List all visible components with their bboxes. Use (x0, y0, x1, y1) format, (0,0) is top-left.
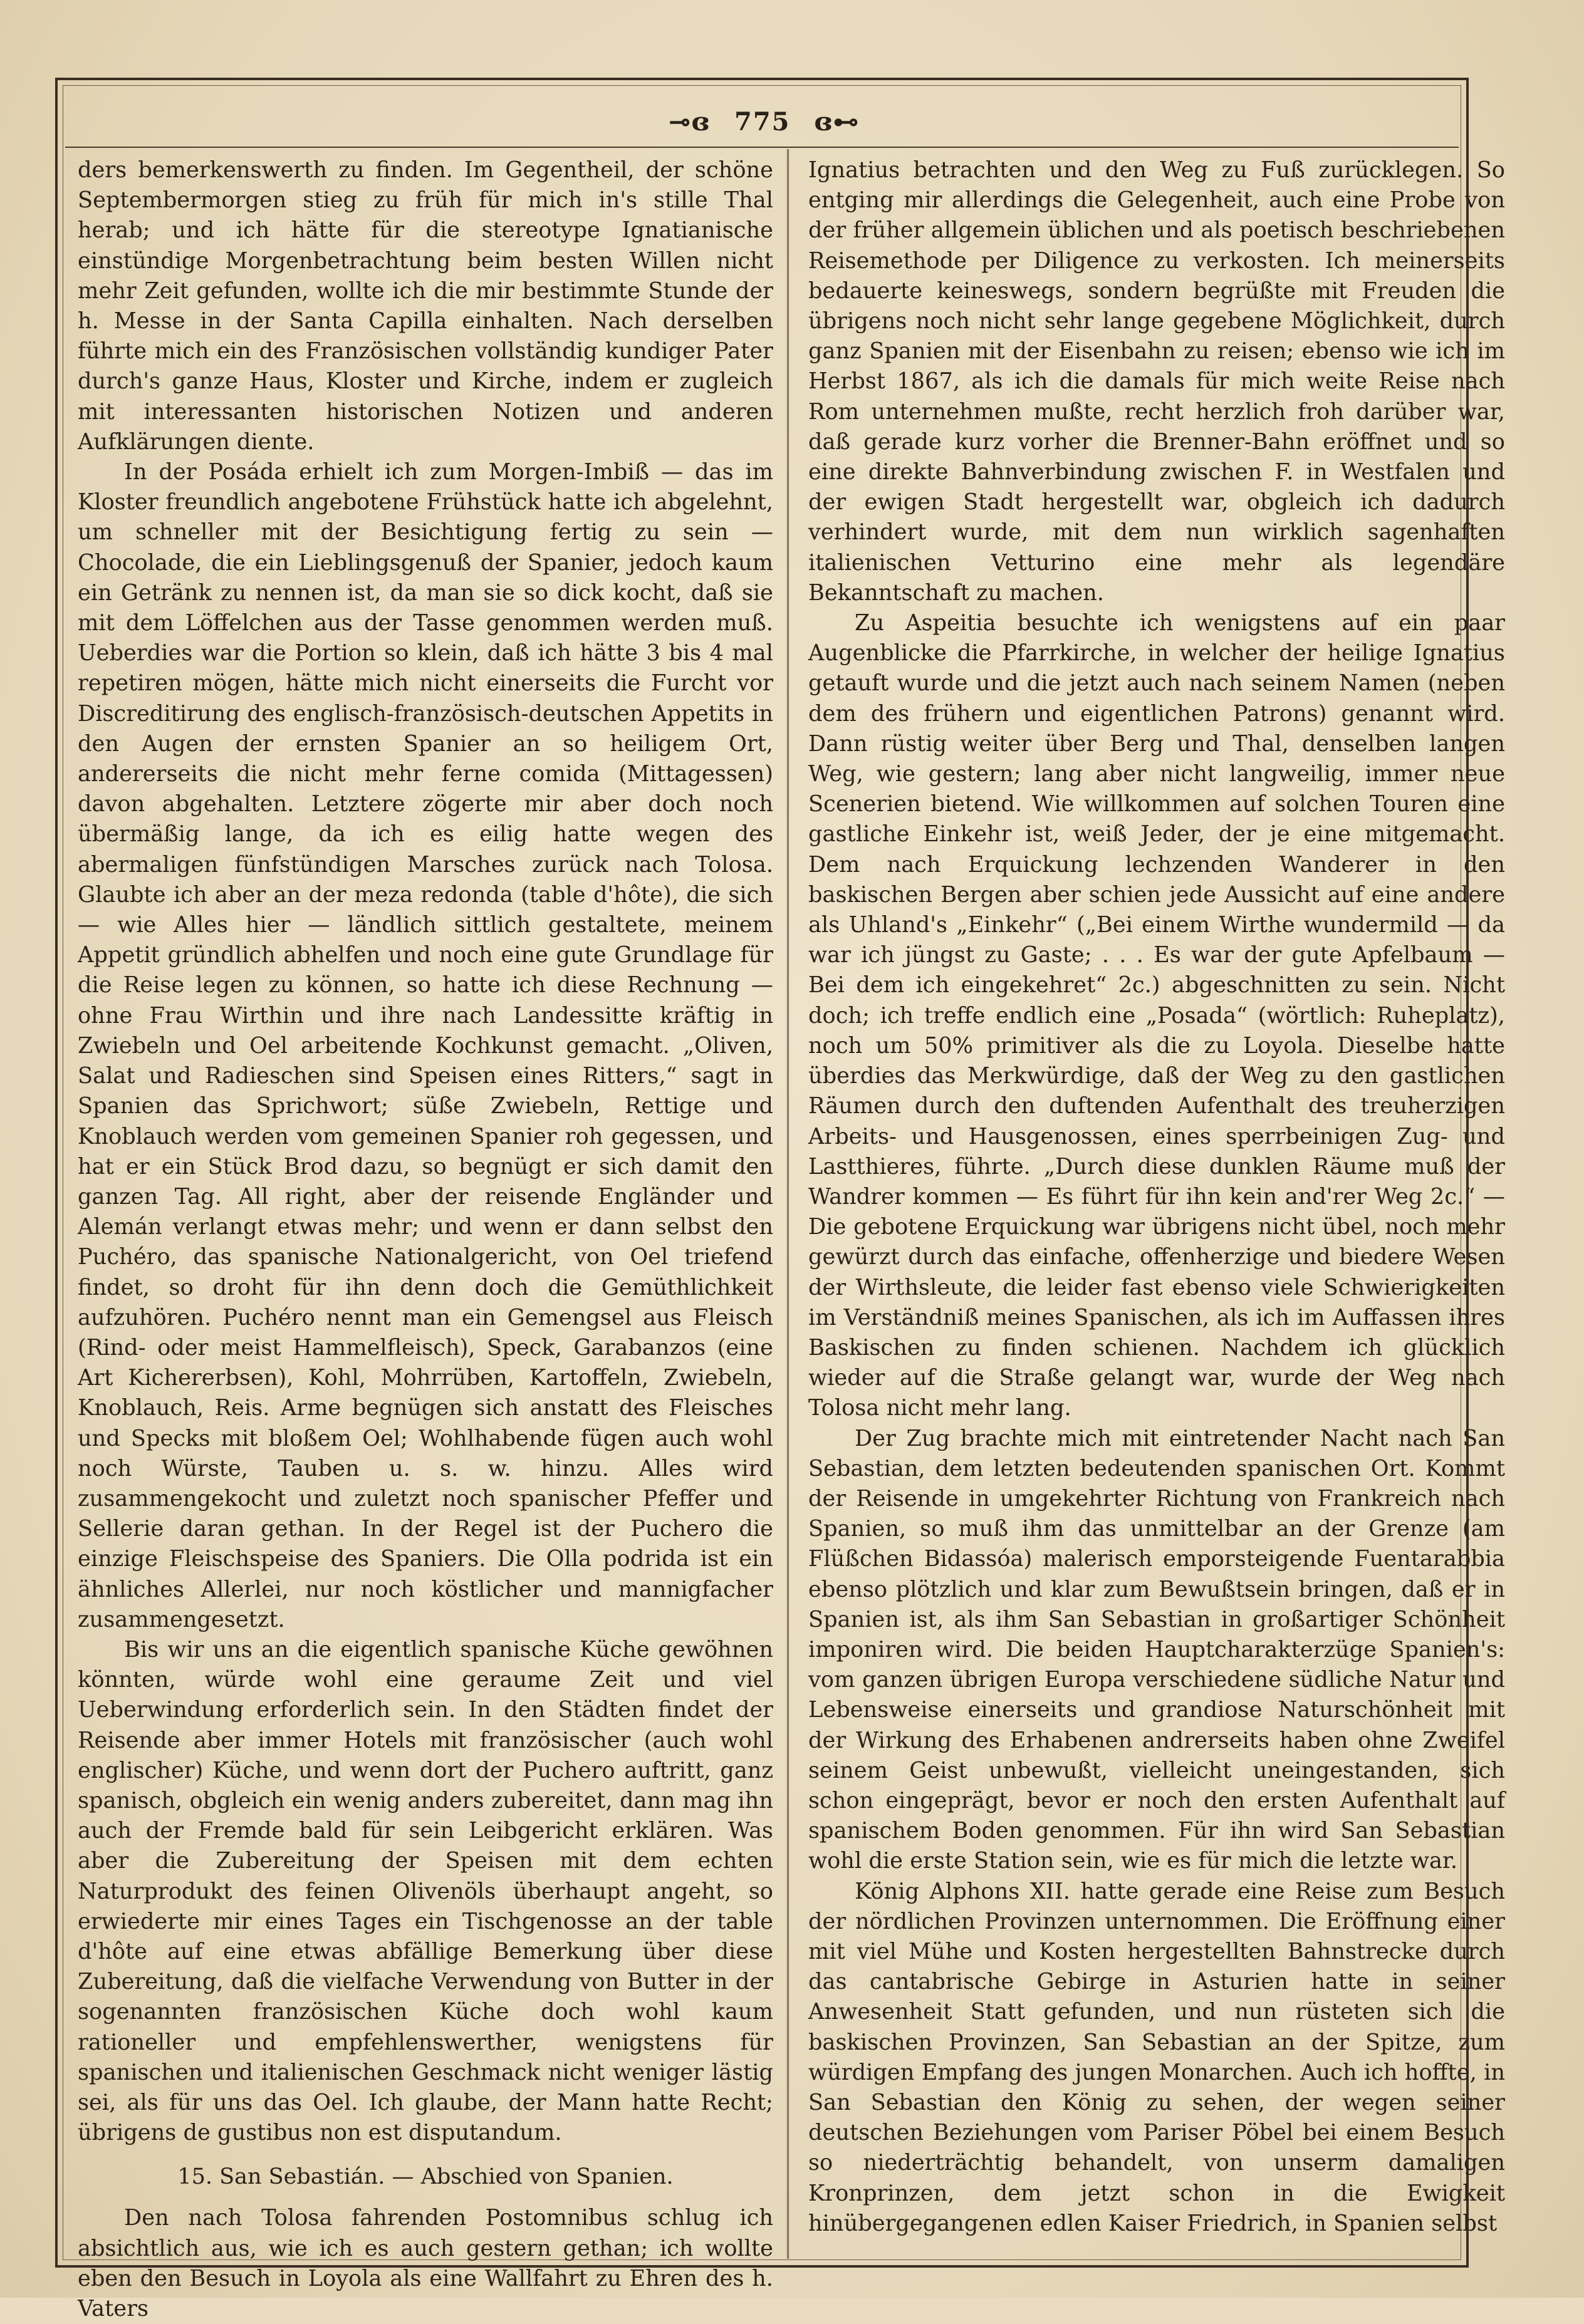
header-rule (65, 147, 1459, 148)
section-heading: 15. San Sebastián. — Abschied von Spanien. (177, 2164, 674, 2190)
paragraph: Ignatius betrachten und den Weg zu Fuß zurücklegen. So entging mir allerdings die Gelegenheit, auch eine Probe von der früher allgemein üblichen und als poetisch beschriebenen Reisemethode per Diligence zu verkosten. Ich meinerseits bedauerte keineswegs, sondern begrüßte mit Freuden die übrigens noch nicht sehr lange gegebene Möglichkeit, durch ganz Spanien mit der Eisenbahn zu reisen; ebenso wie ich im Herbst 1867, als ich die damals für mich weite Reise nach Rom unternehmen mußte, recht herzlich froh darüber war, daß gerade kurz vorher die Brenner-Bahn eröffnet und so eine direkte Bahnverbindung zwischen F. in Westfalen und der ewigen Stadt hergestellt war, obgleich ich dadurch verhindert wurde, mit dem nun wirklich sagenhaften italienischen Vetturino eine mehr als legendäre Bekanntschaft zu machen. (808, 157, 1505, 606)
left-column (78, 155, 773, 2324)
page-number: 775 (734, 107, 791, 137)
paragraph: In der Posáda erhielt ich zum Morgen-Imbiß — das im Kloster freundlich angebotene Frühstück hatte ich abgelehnt, um schneller mit der Besichtigung fertig zu sein — Chocolade, die ein Lieblingsgenuß der Spanier, jedoch kaum ein Getränk zu nennen ist, da man sie so dick kocht, daß sie mit dem Löffelchen aus der Tasse genommen werden muß. Ueberdies war die Portion so klein, daß ich hätte 3 bis 4 mal repetiren mögen, hätte mich nicht einerseits die Furcht vor Discreditirung des englisch-französisch-deutschen Appetits in den Augen der ernsten Spanier an so heiligem Ort, andererseits die nicht mehr ferne comida (Mittagessen) davon abgehalten. Letztere zögerte mir aber doch noch übermäßig lange, da ich es eilig hatte wegen des abermaligen fünfstündigen Marsches zurück nach Tolosa. Glaubte ich aber an der meza redonda (table d'hôte), die sich — wie Alles hier — ländlich sittlich gestaltete, meinem Appetit gründlich abhelfen und noch eine gute Grundlage für die Reise legen zu können, so hatte ich diese Rechnung — ohne Frau Wirthin und ihre nach Landessitte kräftig in Zwiebeln und Oel arbeitende Kochkunst gemacht. „Oliven, Salat und Radieschen sind Speisen eines Ritters,“ sagt in Spanien das Sprichwort; süße Zwiebeln, Rettige und Knoblauch werden vom gemeinen Spanier roh gegessen, und hat er ein Stück Brod dazu, so begnügt er sich damit den ganzen Tag. All right, aber der reisende Engländer und Alemán verlangt etwas mehr; und wenn er dann selbst den Puchéro, das spanische Nationalgericht, von Oel triefend findet, so droht für ihn denn doch die Gemüthlichkeit aufzuhören. Puchéro nennt man ein Gemengsel aus Fleisch (Rind- oder meist Hammelfleisch), Speck, Garabanzos (eine Art Kichererbsen), Kohl, Mohrrüben, Kartoffeln, Zwiebeln, Knoblauch, Reis. Arme begnügen sich anstatt des Fleisches und Specks mit bloßem Oel; Wohlhabende fügen auch wohl noch Würste, Tauben u. s. w. hinzu. Alles wird zusammengekocht und zuletzt noch spanischer Pfeffer und Sellerie daran gethan. In der Regel ist der Puchero die einzige Fleischspeise des Spaniers. Die Olla podrida ist ein ähnliches Allerlei, nur noch köstlicher und mannigfacher zusammengesetzt. (78, 459, 773, 1632)
page-header (627, 100, 902, 144)
column-divider (787, 149, 789, 2259)
paragraph: Bis wir uns an die eigentlich spanische Küche gewöhnen könnten, würde wohl eine geraume Zeit und viel Ueberwindung erforderlich sein. In den Städten findet der Reisende aber immer Hotels mit französischer (auch wohl englischer) Küche, und wenn dort der Puchero auftritt, ganz spanisch, obgleich ein wenig anders zubereitet, dann mag ihn auch der Fremde bald für sein Leibgericht erklären. Was aber die Zubereitung der Speisen mit dem echten Naturprodukt des feinen Olivenöls überhaupt angeht, so erwiederte mir eines Tages ein Tischgenosse an der table d'hôte auf eine etwas abfällige Bemerkung über diese Zubereitung, daß die vielfache Verwendung von Butter in der sogenannten französischen Küche doch wohl kaum rationeller und empfehlenswerther, wenigstens für spanischen und italienischen Geschmack nicht weniger lästig sei, als für uns das Oel. Ich glaube, der Mann hatte Recht; übrigens de gustibus non est disputandum. (78, 1636, 773, 2146)
ornament-right: ɞ⊷ (814, 107, 860, 137)
ornament-left: ⊸ɞ (669, 107, 711, 137)
paragraph: Den nach Tolosa fahrenden Postomnibus schlug ich absichtlich aus, wie ich es auch gestern gethan; ich wollte eben den Besuch in Loyola als eine Wallfahrt zu Ehren des h. Vaters (78, 2205, 773, 2322)
right-column (808, 155, 1505, 2239)
paragraph: Der Zug brachte mich mit eintretender Nacht nach San Sebastian, dem letzten bedeutenden spanischen Ort. Kommt der Reisende in umgekehrter Richtung von Frankreich nach Spanien, so muß ihm das unmittelbar an der Grenze (am Flüßchen Bidassóa) malerisch emporsteigende Fuentarabbia ebenso plötzlich und klar zum Bewußtsein bringen, daß er in Spanien ist, als ihm San Sebastian in großartiger Schönheit imponiren wird. Die beiden Hauptcharakterzüge Spanien's: vom ganzen übrigen Europa verschiedene südliche Natur und Lebensweise einerseits und grandiose Naturschönheit mit der Wirkung des Erhabenen andrerseits haben ohne Zweifel seinem Geist unbewußt, vielleicht uneingestanden, sich schon eingeprägt, bevor er noch den ersten Aufenthalt auf spanischem Boden genommen. Für ihn wird San Sebastian wohl die erste Station sein, wie es für mich die letzte war. (808, 1425, 1505, 1874)
paragraph: König Alphons XII. hatte gerade eine Reise zum Besuch der nördlichen Provinzen unternommen. Die Eröffnung einer mit viel Mühe und Kosten hergestellten Bahnstrecke durch das cantabrische Gebirge in Asturien hatte in seiner Anwesenheit Statt gefunden, und nun rüsteten sich die baskischen Provinzen, San Sebastian an der Spitze, zum würdigen Empfang des jungen Monarchen. Auch ich hoffte, in San Sebastian den König zu sehen, der wegen seiner deutschen Beziehungen vom Pariser Pöbel bei einem Besuch so niederträchtig behandelt, von unserm damaligen Kronprinzen, dem jetzt schon in die Ewigkeit hinübergegangenen edlen Kaiser Friedrich, in Spanien selbst (808, 1878, 1505, 2236)
paragraph: Zu Aspeitia besuchte ich wenigstens auf ein paar Augenblicke die Pfarrkirche, in welcher der heilige Ignatius getauft wurde und die jetzt auch nach seinem Namen (neben dem des frühern und eigentlichen Patrons) genannt wird. Dann rüstig weiter über Berg und Thal, denselben langen Weg, wie gestern; lang aber nicht langweilig, immer neue Scenerien bietend. Wie willkommen auf solchen Touren eine gastliche Einkehr ist, weiß Jeder, der je eine mitgemacht. Dem nach Erquickung lechzenden Wanderer in den baskischen Bergen aber schien jede Aussicht auf eine andere als Uhland's „Einkehr“ („Bei einem Wirthe wundermild — da war ich jüngst zu Gaste; . . . Es war der gute Apfelbaum — Bei dem ich eingekehret“ 2c.) abgeschnitten zu sein. Nicht doch; ich treffe endlich eine „Posada“ (wörtlich: Ruheplatz), noch um 50% primitiver als die zu Loyola. Dieselbe hatte überdies das Merkwürdige, daß der Weg zu den gastlichen Räumen durch den duftenden Aufenthalt des treuherzigen Arbeits- und Hausgenossen, eines sperrbeinigen Zug- und Lastthieres, führte. „Durch diese dunklen Räume muß der Wandrer kommen — Es führt für ihn kein and'rer Weg 2c.“ — Die gebotene Erquickung war übrigens nicht übel, noch mehr gewürzt durch das einfache, offenherzige und biedere Wesen der Wirthsleute, die leider fast ebenso viele Schwierigkeiten im Verständniß meines Spanischen, als ich im Auffassen ihres Baskischen zu finden schienen. Nachdem ich glücklich wieder auf die Straße gelangt war, wurde der Weg nach Tolosa nicht mehr lang. (808, 610, 1505, 1421)
paragraph: ders bemerkenswerth zu finden. Im Gegentheil, der schöne Septembermorgen stieg zu früh für mich in's stille Thal herab; und ich hätte für die stereotype Ignatianische einstündige Morgenbetrachtung beim besten Willen nicht mehr Zeit gefunden, wollte ich die mir bestimmte Stunde der h. Messe in der Santa Capilla einhalten. Nach derselben führte mich ein des Französischen vollständig kundiger Pater durch's ganze Haus, Kloster und Kirche, indem er zugleich mit interessanten historischen Notizen und anderen Aufklärungen diente. (78, 157, 773, 455)
